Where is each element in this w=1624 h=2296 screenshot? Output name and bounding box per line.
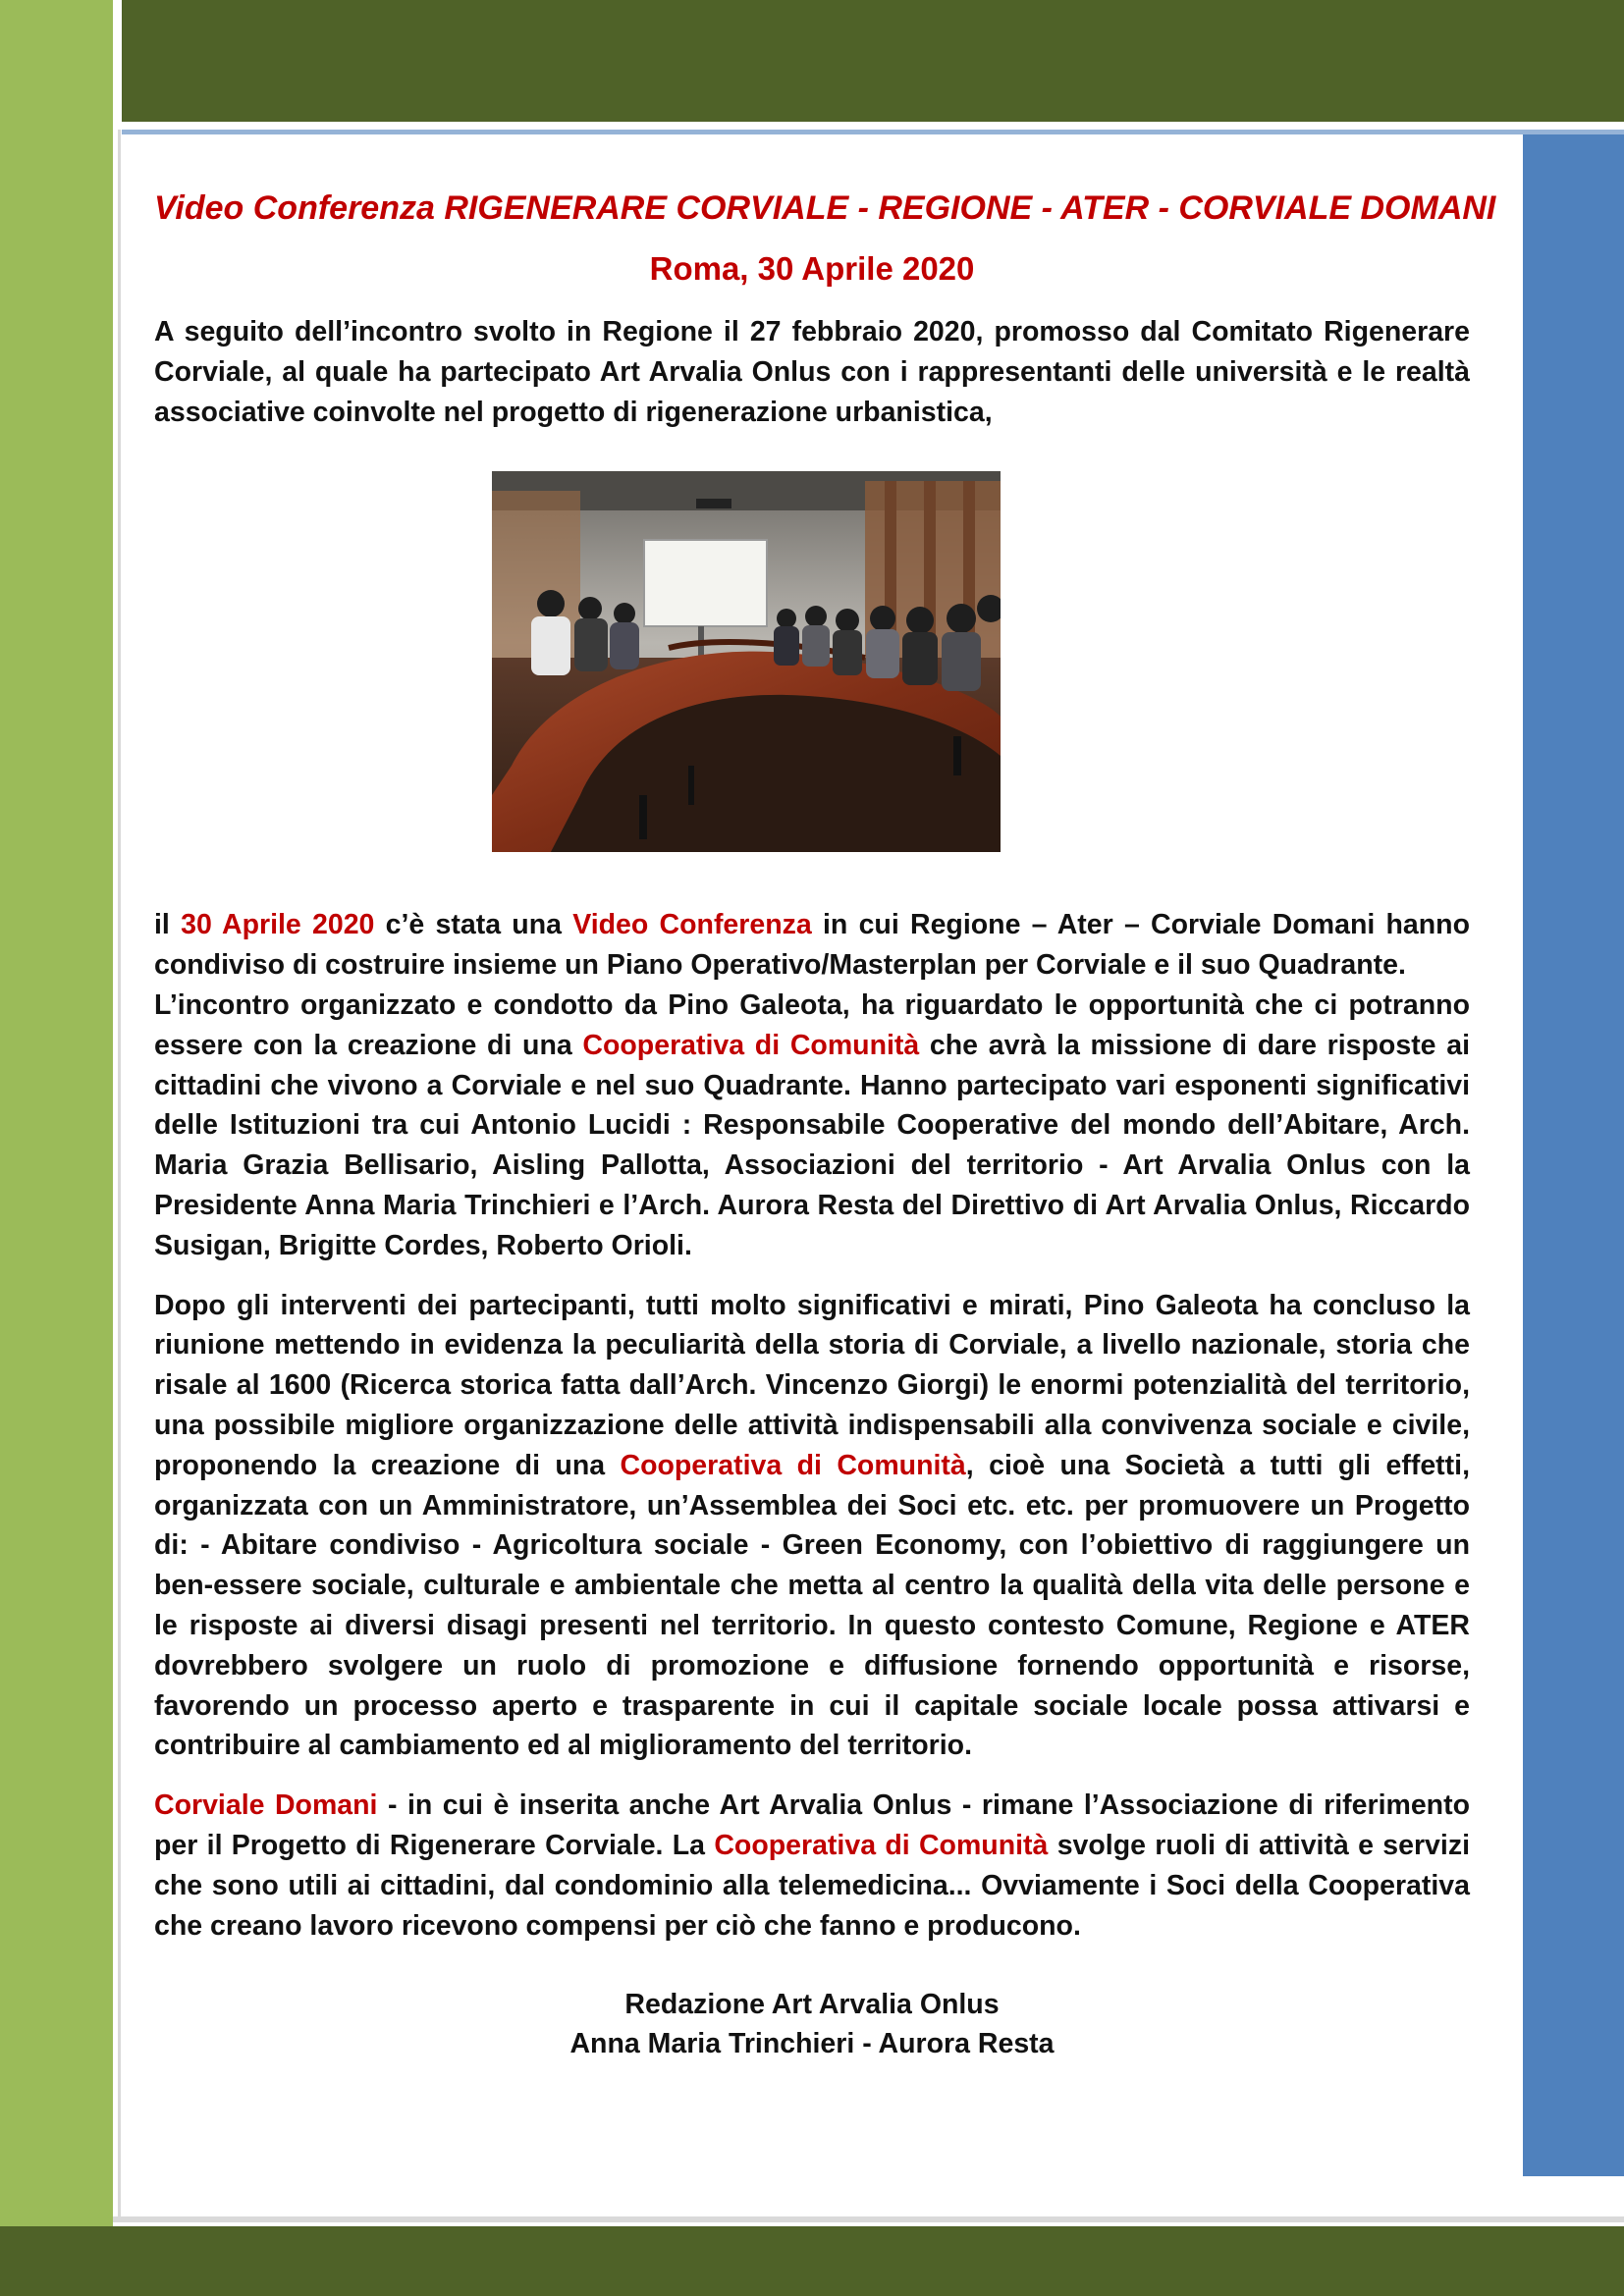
bottom-rule-line — [113, 2216, 1624, 2222]
article-title: Video Conferenza RIGENERARE CORVIALE - REGIONE - ATER - CORVIALE DOMANI — [154, 189, 1496, 227]
right-decorative-bar — [1523, 134, 1624, 2176]
paragraph-conclusions: Dopo gli interventi dei partecipanti, tutti molto significativi e mirati, Pino Galeota ha concluso la riunione mettendo in evidenza la peculiarità della storia di Corviale, a livello nazionale, storia che risale al 1600 (Ricerca storica fatta dall’Arch. Vincenzo Giorgi) le enormi potenzialità del territorio, una possibile migliore organizzazione delle attività indispensabili alla convivenza sociale e civile, proponendo la creazione di una Cooperativa di Comunità, cioè una Società a tutti gli effetti, organizzata con un Amministratore, un’Assemblea dei Soci etc. etc. per promuovere un Progetto di: - Abitare condiviso - Agricoltura sociale - Green Economy, con l’obiettivo di raggiungere un ben-essere sociale, culturale e ambientale che metta al centro la qualità della vita delle persone e le risposte ai diversi disagi presenti nel territorio. In questo contesto Comune, Regione e ATER dovrebbero svolgere un ruolo di promozione e diffusione fornendo opportunità e risorse, favorendo un processo aperto e trasparente in cui il capitale sociale locale possa attivarsi e contribuire al cambiamento ed al miglioramento del territorio. — [154, 1289, 1470, 1762]
highlight-cooperativa: Cooperativa di Comunità — [620, 1449, 966, 1481]
highlight-video-conferenza: Video Conferenza — [572, 909, 812, 941]
intro-paragraph: A seguito dell’incontro svolto in Regione il 27 febbraio 2020, promosso dal Comitato Rigenerare Corviale, al quale ha partecipato Art Arvalia Onlus con i rappresentanti delle università e le realtà associative coinvolte nel progetto di rigenerazione urbanistica, — [154, 316, 1470, 428]
article-date: Roma, 30 Aprile 2020 — [649, 250, 975, 287]
highlight-cooperativa: Cooperativa di Comunità — [582, 1029, 920, 1061]
top-rule-line — [122, 130, 1624, 134]
highlight-corviale-domani: Corviale Domani — [154, 1789, 378, 1822]
paragraph-corviale-domani: Corviale Domani - in cui è inserita anche Art Arvalia Onlus - rimane l’Associazione di riferimento per il Progetto di Rigenerare Corviale. La Cooperativa di Comunità svolge ruoli di attività e servizi che sono utili ai cittadini, dal condominio alla telemedicina... Ovviamente i Soci della Cooperativa che creano lavoro ricevono compensi per ciò che fanno e producono. — [154, 1789, 1470, 1942]
signature-line-2: Anna Maria Trinchieri - Aurora Resta — [569, 2028, 1055, 2060]
bottom-footer-bar — [0, 2226, 1624, 2296]
highlight-cooperativa: Cooperativa di Comunità — [714, 1829, 1049, 1861]
signature-line-1: Redazione Art Arvalia Onlus — [624, 1989, 1000, 2021]
conference-room-photo-icon — [492, 471, 1001, 852]
meeting-photo — [492, 471, 1001, 852]
paragraph-videoconference: il 30 Aprile 2020 c’è stata una Video Conferenza in cui Regione – Ater – Corviale Domani hanno condiviso di costruire insieme un Piano Operativo/Masterplan per Corviale e il suo Quadrante. L’incontro organizzato e condotto da Pino Galeota, ha riguardato le opportunità che ci potranno essere con la creazione di una Cooperativa di Comunità che avrà la missione di dare risposte ai cittadini che vivono a Corviale e nel suo Quadrante. Hanno partecipato vari esponenti significativi delle Istituzioni tra cui Antonio Lucidi : Responsabile Cooperative del mondo dell’Abitare, Arch. Maria Grazia Bellisario, Aisling Pallotta, Associazioni del territorio - Art Arvalia Onlus con la Presidente Anna Maria Trinchieri e l’Arch. Aurora Resta del Direttivo di Art Arvalia Onlus, Riccardo Susigan, Brigitte Cordes, Roberto Orioli. — [154, 909, 1471, 1261]
left-decorative-bar — [0, 0, 113, 2296]
highlight-date: 30 Aprile 2020 — [181, 909, 375, 941]
article-body — [154, 187, 1496, 2063]
signature-block — [154, 1985, 1470, 2063]
inner-border-line — [118, 130, 121, 2220]
top-header-bar — [122, 0, 1624, 122]
